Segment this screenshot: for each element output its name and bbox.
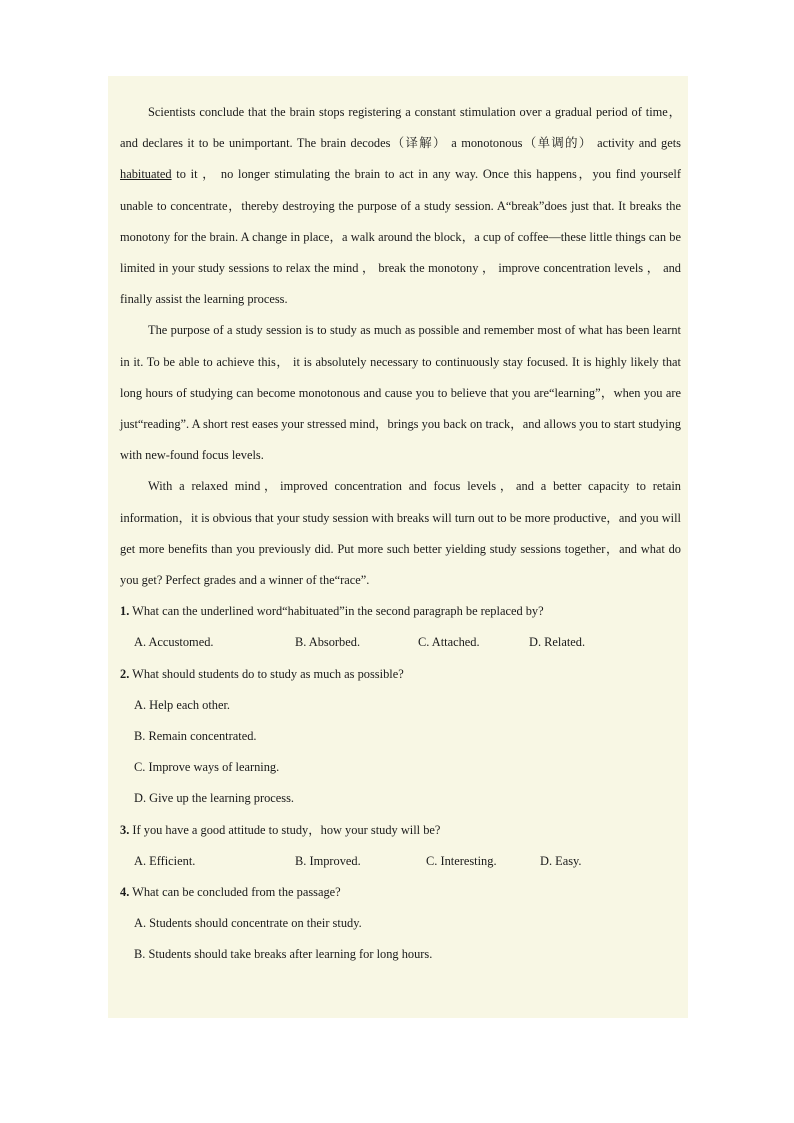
question-number: 4. xyxy=(120,885,130,900)
underlined-word: habituated xyxy=(120,167,172,182)
question-text: What should students do to study as much as possible? xyxy=(129,666,404,681)
question-text: What can be concluded from the passage? xyxy=(129,885,341,900)
option-c[interactable]: C. Improve ways of learning. xyxy=(134,760,280,775)
option-c[interactable]: C. Attached. xyxy=(418,635,480,650)
document-content xyxy=(120,97,681,971)
question-number: 2. xyxy=(120,666,130,681)
question-text: What can the underlined word“habituated”in the second paragraph be replaced by? xyxy=(129,604,544,619)
option-c[interactable]: C. Interesting. xyxy=(426,853,497,868)
paragraph-1-part2: to it ， no longer stimulating the brain to act in any way. Once this happens，you find yourself unable to concentrate，thereby destroying the purpose of a study session. A“break”does just that. It breaks the monotony for the brain. A change in place，a walk around the block，a cup of coffee—these little things can be limited in your study sessions to relax the mind ， break the monotony ， improve concentration levels ， and finally assist the learning process. xyxy=(120,167,681,307)
question-number: 1. xyxy=(120,604,130,619)
option-b[interactable]: B. Absorbed. xyxy=(295,635,361,650)
option-b[interactable]: B. Students should take breaks after learning for long hours. xyxy=(134,947,433,962)
option-d[interactable]: D. Related. xyxy=(529,635,586,650)
paragraph-2: The purpose of a study session is to study as much as possible and remember most of what has been learnt in it. To be able to achieve this， it is absolutely necessary to continuously stay focused. It is highly likely that long hours of studying can become monotonous and cause you to believe that you are“learning”，when you are just“reading”. A short rest eases your stressed mind，brings you back on track，and allows you to start studying with new-found focus levels. xyxy=(120,323,681,463)
question-text: If you have a good attitude to study，how your study will be? xyxy=(129,822,441,837)
option-a[interactable]: A. Efficient. xyxy=(134,853,196,868)
paragraph-3: With a relaxed mind，improved concentration and focus levels，and a better capacity to retain information，it is obvious that your study session with breaks will turn out to be more productive，and you will get more benefits than you previously did. Put more such better yielding study sessions together，and what do you get? Perfect grades and a winner of the“race”. xyxy=(120,479,681,588)
option-b[interactable]: B. Improved. xyxy=(295,853,361,868)
paragraph-1 xyxy=(120,97,681,315)
paragraph-1-part1: Scientists conclude that the brain stops registering a constant stimulation over a gradual period of time，and declares it to be unimportant. The brain decodes（译解） a monotonous（单调的） activity and gets xyxy=(120,105,681,151)
option-a[interactable]: A. Help each other. xyxy=(134,697,230,712)
option-a[interactable]: A. Accustomed. xyxy=(134,635,214,650)
option-b[interactable]: B. Remain concentrated. xyxy=(134,729,257,744)
question-1-options xyxy=(120,627,681,658)
option-a[interactable]: A. Students should concentrate on their study. xyxy=(134,916,362,931)
question-1 xyxy=(120,596,681,627)
question-number: 3. xyxy=(120,822,130,837)
option-d[interactable]: D. Give up the learning process. xyxy=(134,791,295,806)
question-3-options xyxy=(120,846,681,877)
question-3 xyxy=(120,815,681,846)
question-2 xyxy=(120,659,681,690)
question-4 xyxy=(120,877,681,908)
option-d[interactable]: D. Easy. xyxy=(540,853,582,868)
